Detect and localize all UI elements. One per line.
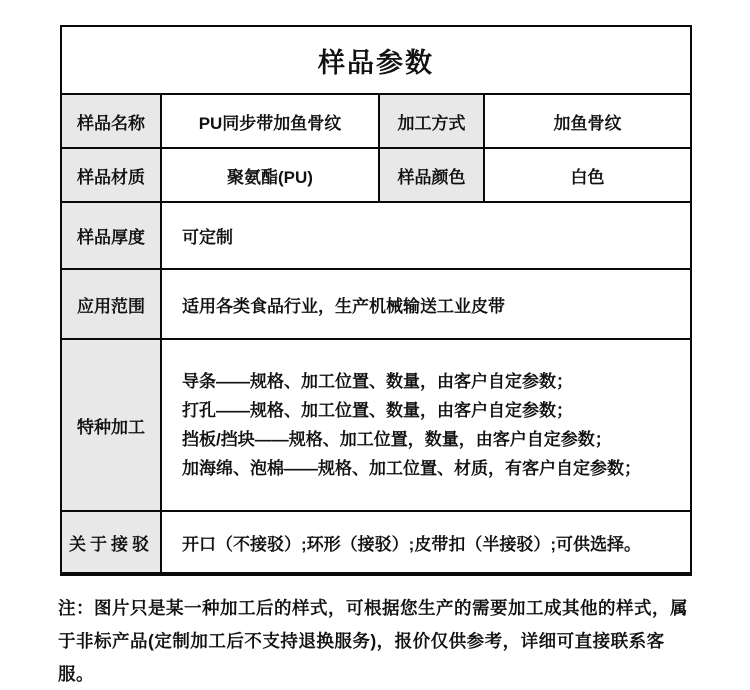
joint-value: 开口（不接驳）;环形（接驳）;皮带扣（半接驳）;可供选择。	[161, 511, 691, 574]
table-row-application	[61, 269, 691, 339]
table-title-row	[61, 26, 691, 94]
sample-thickness-label: 样品厚度	[61, 202, 161, 269]
joint-label: 关于接驳	[61, 511, 161, 574]
sample-thickness-value: 可定制	[161, 202, 691, 269]
table-row-material	[61, 148, 691, 202]
sample-name-label: 样品名称	[61, 94, 161, 148]
special-processing-line: 打孔——规格、加工位置、数量，由客户自定参数；	[182, 401, 573, 420]
special-processing-line: 挡板/挡块——规格、加工位置，数量，由客户自定参数；	[182, 430, 612, 449]
application-range-label: 应用范围	[61, 269, 161, 339]
special-processing-line: 导条——规格、加工位置、数量，由客户自定参数；	[182, 372, 573, 391]
table-row-name	[61, 94, 691, 148]
special-processing-line: 加海绵、泡棉——规格、加工位置、材质，有客户自定参数；	[182, 459, 641, 478]
processing-method-value: 加鱼骨纹	[484, 94, 691, 148]
special-processing-label: 特种加工	[61, 339, 161, 511]
application-range-value: 适用各类食品行业，生产机械输送工业皮带	[161, 269, 691, 339]
sample-name-value: PU同步带加鱼骨纹	[161, 94, 379, 148]
footnote: 注：图片只是某一种加工后的样式，可根据您生产的需要加工成其他的样式，属于非标产品(定制加工后不支持退换服务)，报价仅供参考，详细可直接联系客服。	[58, 598, 688, 684]
table-row-joint	[61, 511, 691, 574]
processing-method-label: 加工方式	[379, 94, 484, 148]
table-row-special-processing	[61, 339, 691, 511]
table-title: 样品参数	[61, 26, 691, 94]
sample-color-value: 白色	[484, 148, 691, 202]
sample-material-value: 聚氨酯(PU)	[161, 148, 379, 202]
sample-material-label: 样品材质	[61, 148, 161, 202]
table-row-thickness	[61, 202, 691, 269]
sample-color-label: 样品颜色	[379, 148, 484, 202]
special-processing-value	[161, 339, 691, 511]
sample-parameters-table	[60, 25, 692, 576]
